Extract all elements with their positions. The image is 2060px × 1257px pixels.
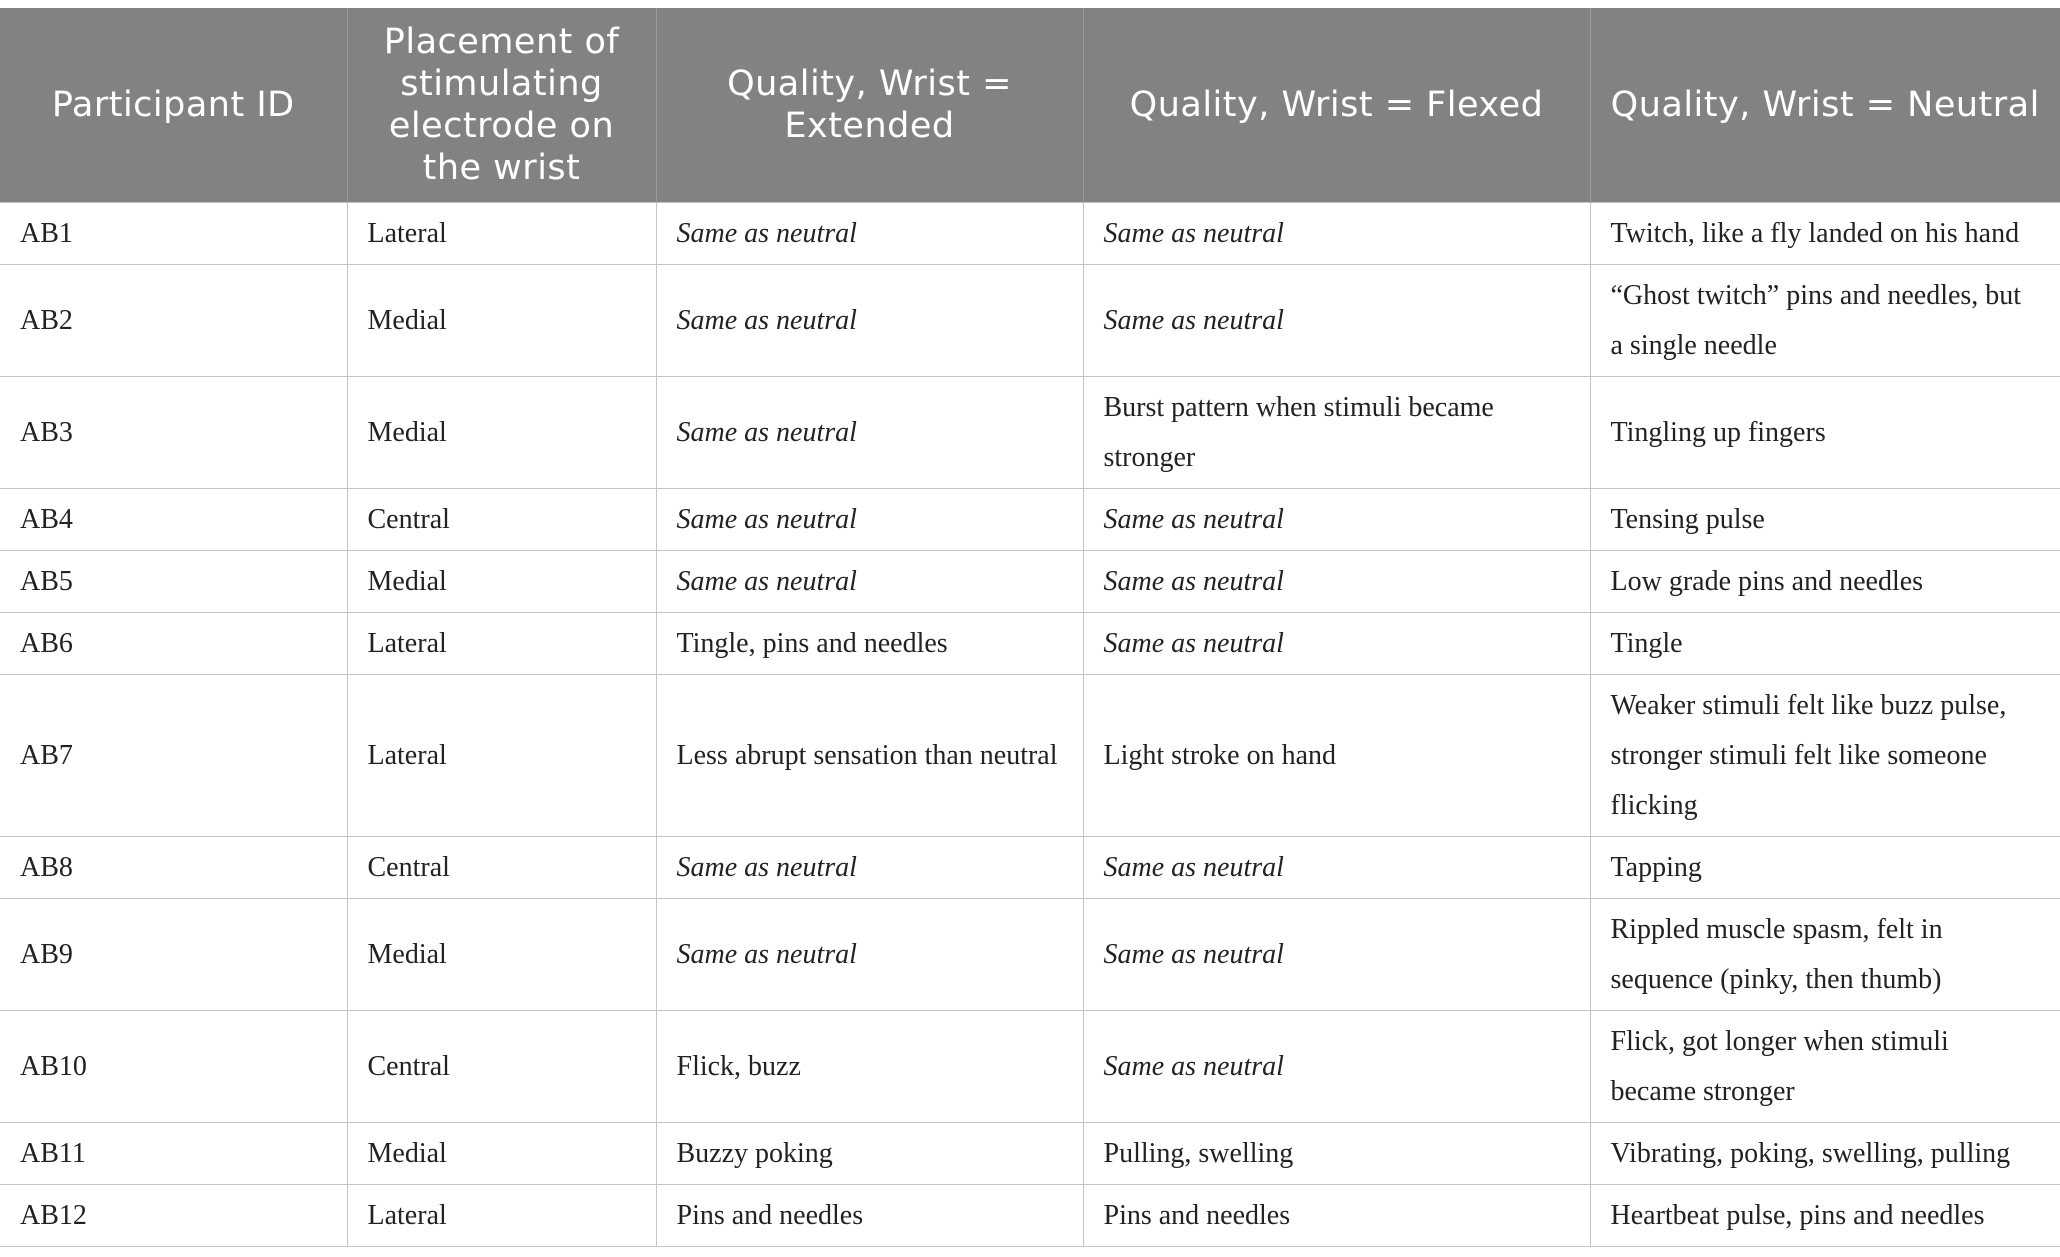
header-quality-flexed: Quality, Wrist = Flexed [1083,8,1590,203]
cell-extended: Less abrupt sensation than neutral [656,675,1083,837]
cell-extended: Flick, buzz [656,1011,1083,1123]
cell-placement: Central [347,837,656,899]
cell-neutral: Vibrating, poking, swelling, pulling [1590,1123,2060,1185]
cell-extended: Same as neutral [656,203,1083,265]
cell-placement: Lateral [347,675,656,837]
cell-neutral: Tapping [1590,837,2060,899]
cell-participant-id: AB6 [0,613,347,675]
cell-neutral: Twitch, like a fly landed on his hand [1590,203,2060,265]
table-row [0,377,2060,489]
header-quality-extended: Quality, Wrist = Extended [656,8,1083,203]
cell-participant-id: AB1 [0,203,347,265]
cell-participant-id: AB4 [0,489,347,551]
cell-extended: Same as neutral [656,899,1083,1011]
cell-extended: Same as neutral [656,489,1083,551]
table-row [0,489,2060,551]
table-header [0,8,2060,203]
cell-flexed: Same as neutral [1083,265,1590,377]
cell-neutral: Heartbeat pulse, pins and needles [1590,1185,2060,1247]
table-row [0,551,2060,613]
cell-placement: Lateral [347,613,656,675]
table-row [0,265,2060,377]
header-quality-neutral: Quality, Wrist = Neutral [1590,8,2060,203]
cell-extended: Same as neutral [656,265,1083,377]
cell-neutral: Tensing pulse [1590,489,2060,551]
cell-flexed: Same as neutral [1083,1011,1590,1123]
results-table [0,8,2060,1247]
cell-participant-id: AB2 [0,265,347,377]
cell-flexed: Light stroke on hand [1083,675,1590,837]
cell-participant-id: AB12 [0,1185,347,1247]
cell-placement: Lateral [347,203,656,265]
table-row [0,675,2060,837]
cell-neutral: Tingling up fingers [1590,377,2060,489]
cell-extended: Tingle, pins and needles [656,613,1083,675]
cell-flexed: Same as neutral [1083,837,1590,899]
cell-flexed: Pins and needles [1083,1185,1590,1247]
cell-extended: Same as neutral [656,551,1083,613]
cell-neutral: Rippled muscle spasm, felt in sequence (pinky, then thumb) [1590,899,2060,1011]
cell-placement: Medial [347,377,656,489]
cell-placement: Lateral [347,1185,656,1247]
table-row [0,837,2060,899]
cell-flexed: Pulling, swelling [1083,1123,1590,1185]
cell-flexed: Same as neutral [1083,899,1590,1011]
table-row [0,1185,2060,1247]
cell-participant-id: AB11 [0,1123,347,1185]
cell-neutral: Low grade pins and needles [1590,551,2060,613]
cell-participant-id: AB9 [0,899,347,1011]
table-row [0,613,2060,675]
cell-flexed: Same as neutral [1083,203,1590,265]
cell-participant-id: AB10 [0,1011,347,1123]
table-row [0,203,2060,265]
table-row [0,899,2060,1011]
cell-flexed: Same as neutral [1083,551,1590,613]
cell-neutral: Flick, got longer when stimuli became stronger [1590,1011,2060,1123]
cell-flexed: Same as neutral [1083,489,1590,551]
cell-participant-id: AB5 [0,551,347,613]
cell-participant-id: AB8 [0,837,347,899]
cell-placement: Medial [347,899,656,1011]
cell-extended: Buzzy poking [656,1123,1083,1185]
cell-participant-id: AB3 [0,377,347,489]
header-placement: Placement of stimulating electrode on the wrist [347,8,656,203]
cell-placement: Medial [347,265,656,377]
cell-extended: Pins and needles [656,1185,1083,1247]
cell-placement: Central [347,1011,656,1123]
cell-placement: Medial [347,551,656,613]
table-row [0,1123,2060,1185]
cell-participant-id: AB7 [0,675,347,837]
cell-placement: Central [347,489,656,551]
cell-extended: Same as neutral [656,837,1083,899]
cell-flexed: Burst pattern when stimuli became stronger [1083,377,1590,489]
header-participant-id: Participant ID [0,8,347,203]
cell-neutral: Tingle [1590,613,2060,675]
cell-neutral: “Ghost twitch” pins and needles, but a single needle [1590,265,2060,377]
cell-placement: Medial [347,1123,656,1185]
cell-neutral: Weaker stimuli felt like buzz pulse, stronger stimuli felt like someone flicking [1590,675,2060,837]
table-body [0,203,2060,1247]
cell-flexed: Same as neutral [1083,613,1590,675]
table-container [0,8,2060,1247]
header-row [0,8,2060,203]
table-row [0,1011,2060,1123]
cell-extended: Same as neutral [656,377,1083,489]
